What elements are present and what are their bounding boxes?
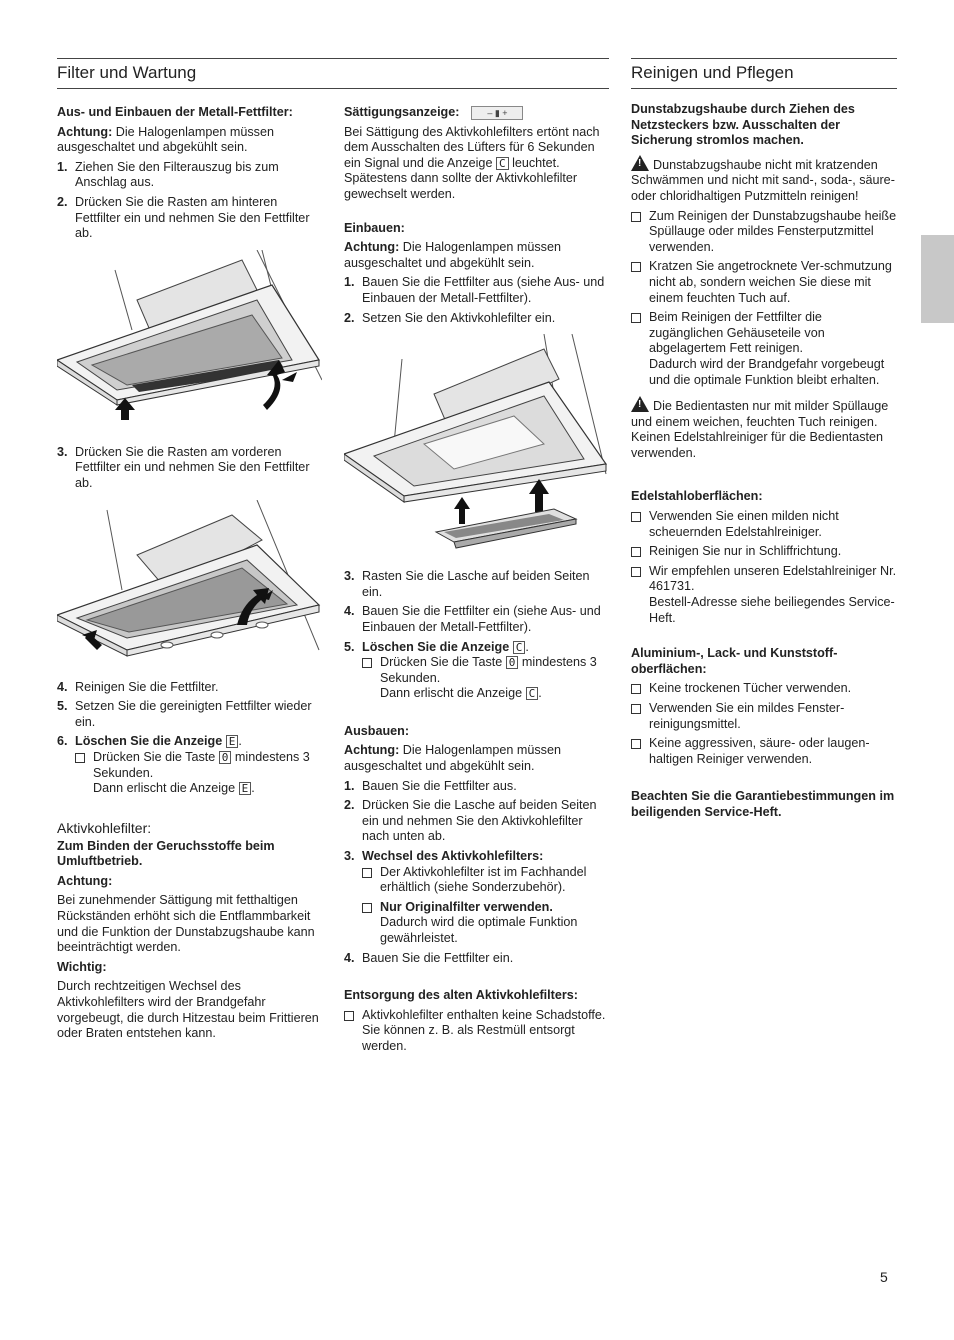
entsorgung-list [344, 1008, 609, 1055]
alu-title: Aluminium-, Lack- und Kunststoff-oberflächen: [631, 646, 838, 676]
edelstahl-section [631, 489, 897, 626]
hood-illustration-front-filter [57, 500, 322, 670]
ausbauen-title: Ausbauen: [344, 723, 410, 738]
list-item: 3. Wechsel des Aktivkohlefilters: Der Aktivkohlefilter ist im Fachhandel erhältlich (siehe Sonderzubehör). Nur Originalfilter verwenden. Dadurch wird die optimale Funktion gewährleistet. [344, 849, 609, 947]
checkbox-square-icon [75, 753, 85, 763]
einbauen-section [344, 221, 609, 702]
wichtig-label: Wichtig: [57, 959, 107, 974]
achtung-text: Bei zunehmender Sättigung mit fetthaltigen Rückständen erhöht sich die Entflammbarkeit und die Funktion der Dunstabzugshaube kann beeinträchtigt werden. [57, 893, 315, 955]
einbauen-steps-3-5 [344, 569, 609, 702]
list-item: 3. Drücken Sie die Rasten am vorderen Fettfilter ein und nehmen Sie den Fettfilter ab. [57, 444, 310, 490]
list-item: Verwenden Sie ein mildes Fenster-reinigungsmittel. [631, 701, 897, 732]
aktivkohle-subtitle: Zum Binden der Geruchsstoffe beim Umluftbetrieb. [57, 838, 275, 869]
list-item: 4. Bauen Sie die Fettfilter ein. [344, 950, 514, 965]
list-item: Drücken Sie die Taste 0 mindestens 3 Sekunden. Dann erlischt die Anzeige E . [75, 750, 322, 797]
power-key-icon: 0 [506, 656, 519, 669]
entsorgung-title: Entsorgung des alten Aktivkohlefilters: [344, 988, 578, 1003]
list-item: 1. Bauen Sie die Fettfilter aus (siehe Aus- und Einbauen der Metall-Fettfilter). [344, 275, 605, 305]
hood-illustration-carbon-filter [344, 334, 609, 559]
einbauen-step5-sublist [362, 655, 609, 702]
ausbauen-steps [344, 779, 609, 967]
display-glyph: E [226, 735, 239, 748]
checkbox-square-icon [631, 212, 641, 222]
middle-column [344, 105, 609, 1059]
warning-2: !Die Bedientasten nur mit milder Spüllauge und einem weichen, feuchten Tuch reinigen. Keinen Edelstahlreiniger für die Bedientasten verwenden. [631, 396, 897, 461]
list-item: Drücken Sie die Taste 0 mindestens 3 Sekunden. Dann erlischt die Anzeige C . [362, 655, 609, 702]
power-key-icon: 0 [219, 751, 232, 764]
list-item: Keine aggressiven, säure- oder laugen-haltigen Reiniger verwenden. [631, 736, 897, 767]
warning-1: !Dunstabzugshaube nicht mit kratzenden Schwämmen und nicht mit sand-, soda-, säure- oder chloridhaltigen Putzmitteln reinigen! [631, 155, 897, 205]
list-item: 2. Drücken Sie die Rasten am hinteren Fettfilter ein und nehmen Sie den Fettfilter ab. [57, 194, 310, 241]
list-item: 1. Ziehen Sie den Filterauszug bis zum Anschlag aus. [57, 159, 279, 190]
metal-step-3 [57, 445, 322, 492]
display-glyph: C [496, 157, 509, 170]
alu-section [631, 646, 897, 767]
warning-triangle-icon [631, 155, 649, 171]
list-item: Keine trockenen Tücher verwenden. [631, 681, 897, 697]
checkbox-square-icon [362, 868, 372, 878]
alu-list [631, 681, 897, 767]
einbauen-title: Einbauen: [344, 220, 405, 235]
page-number: 5 [880, 1269, 888, 1285]
list-item: 6. Löschen Sie die Anzeige E . Drücken Sie die Taste 0 mindestens 3 Sekunden. Dann erlischt die Anzeige E . [57, 734, 322, 796]
intro-text: Dunstabzugshaube durch Ziehen des Netzsteckers bzw. Ausschalten der Sicherung stromlos machen. [631, 102, 855, 148]
metal-filter-title: Aus- und Einbauen der Metall-Fettfilter: [57, 105, 293, 119]
wichtig-text: Durch rechtzeitigen Wechsel des Aktivkohlefilters wird der Brandgefahr vorgebeugt, die durch Hitzestau beim Frittieren oder Braten entstehen kann. [57, 979, 319, 1041]
checkbox-square-icon [631, 547, 641, 557]
list-item: Nur Originalfilter verwenden. Dadurch wird die optimale Funktion gewährleistet. [362, 900, 609, 947]
entsorgung-section [344, 988, 609, 1054]
checkbox-square-icon [631, 684, 641, 694]
list-item: Beim Reinigen der Fettfilter die zugänglichen Gehäuseteile von abgelagertem Fett reinigen. Dadurch wird der Brandgefahr vorgebeugt und die optimale Funktion bleibt erhalten. [631, 310, 897, 388]
section-heading-reinigen: Reinigen und Pflegen [631, 58, 897, 89]
display-glyph: C [526, 687, 539, 700]
list-item: 1. Bauen Sie die Fettfilter aus. [344, 778, 517, 793]
aktivkohle-title: Aktivkohlefilter: [57, 819, 152, 836]
list-item: 3. Rasten Sie die Lasche auf beiden Seiten ein. [344, 569, 590, 599]
list-item: 2. Drücken Sie die Lasche auf beiden Seiten ein und nehmen Sie den Aktivkohlefilter nach unten ab. [344, 798, 597, 844]
saturation-text: Bei Sättigung des Aktivkohlefilters ertönt nach dem Ausschalten des Lüfters für 6 Sekunden ein Signal und die Anzeige C leuchtet. Spätestens dann sollte der Aktivkohlefilter gewechselt werden. [344, 124, 600, 201]
cleaning-bullets [631, 209, 897, 389]
saturation-display-icon: – ▮ + [471, 106, 523, 120]
hood-illustration-rear-filter [57, 250, 322, 435]
closing-note: Beachten Sie die Garantiebestimmungen im beiligenden Service-Heft. [631, 789, 895, 819]
list-item: 4. Bauen Sie die Fettfilter ein (siehe Aus- und Einbauen der Metall-Fettfilter). [344, 604, 601, 634]
list-item: 5. Setzen Sie die gereinigten Fettfilter wieder ein. [57, 699, 312, 729]
list-item: 2. Setzen Sie den Aktivkohlefilter ein. [344, 310, 556, 325]
list-item: 4. Reinigen Sie die Fettfilter. [57, 679, 219, 694]
list-item: Kratzen Sie angetrocknete Ver-schmutzung nicht ab, sondern weichen Sie diese mit einem feuchten Tuch auf. [631, 259, 897, 306]
checkbox-square-icon [344, 1011, 354, 1021]
checkbox-square-icon [631, 567, 641, 577]
list-item: Aktivkohlefilter enthalten keine Schadstoffe. Sie können z. B. als Restmüll entsorgt werden. [344, 1008, 609, 1055]
right-column [631, 58, 897, 825]
side-tab-marker [921, 235, 954, 323]
metal-filter-note: Achtung: Die Halogenlampen müssen ausgeschaltet und abgekühlt sein. [57, 124, 274, 155]
einbauen-steps-1-2 [344, 275, 609, 326]
list-item: Verwenden Sie einen milden nicht scheuernden Edelstahlreiniger. [631, 509, 897, 540]
checkbox-square-icon [631, 739, 641, 749]
section-heading-filter: Filter und Wartung [57, 58, 609, 89]
checkbox-square-icon [631, 313, 641, 323]
saturation-indicator-row [344, 105, 609, 121]
edelstahl-list [631, 509, 897, 626]
step6-sublist [75, 750, 322, 797]
ausbauen-step3-sublist [362, 865, 609, 947]
list-item: Wir empfehlen unseren Edelstahlreiniger Nr. 461731. Bestell-Adresse siehe beiliegendes Service-Heft. [631, 564, 897, 626]
checkbox-square-icon [362, 903, 372, 913]
list-item: Zum Reinigen der Dunstabzugshaube heiße Spüllauge oder mildes Fensterputzmittel verwenden. [631, 209, 897, 256]
list-item: Der Aktivkohlefilter ist im Fachhandel erhältlich (siehe Sonderzubehör). [362, 865, 609, 896]
ausbauen-section [344, 724, 609, 966]
checkbox-square-icon [362, 658, 372, 668]
achtung-label: Achtung: [57, 873, 113, 888]
aktivkohle-section [57, 819, 322, 1042]
left-column [57, 105, 322, 1046]
metal-steps-4-6 [57, 680, 322, 797]
ausbauen-note: Achtung: Die Halogenlampen müssen ausgeschaltet und abgekühlt sein. [344, 743, 561, 774]
list-item: 5. Löschen Sie die Anzeige C . Drücken Sie die Taste 0 mindestens 3 Sekunden. Dann erlischt die Anzeige C . [344, 640, 609, 702]
display-glyph: C [513, 641, 526, 654]
display-glyph: E [239, 782, 252, 795]
einbauen-note: Achtung: Die Halogenlampen müssen ausgeschaltet und abgekühlt sein. [344, 240, 561, 270]
saturation-label: Sättigungsanzeige: [344, 105, 460, 119]
warning-triangle-icon [631, 396, 649, 412]
edelstahl-title: Edelstahloberflächen: [631, 489, 763, 504]
checkbox-square-icon [631, 512, 641, 522]
checkbox-square-icon [631, 704, 641, 714]
metal-steps-1-2 [57, 160, 322, 242]
checkbox-square-icon [631, 262, 641, 272]
left-header-wrap [57, 58, 609, 105]
list-item: Reinigen Sie nur in Schliffrichtung. [631, 544, 897, 560]
